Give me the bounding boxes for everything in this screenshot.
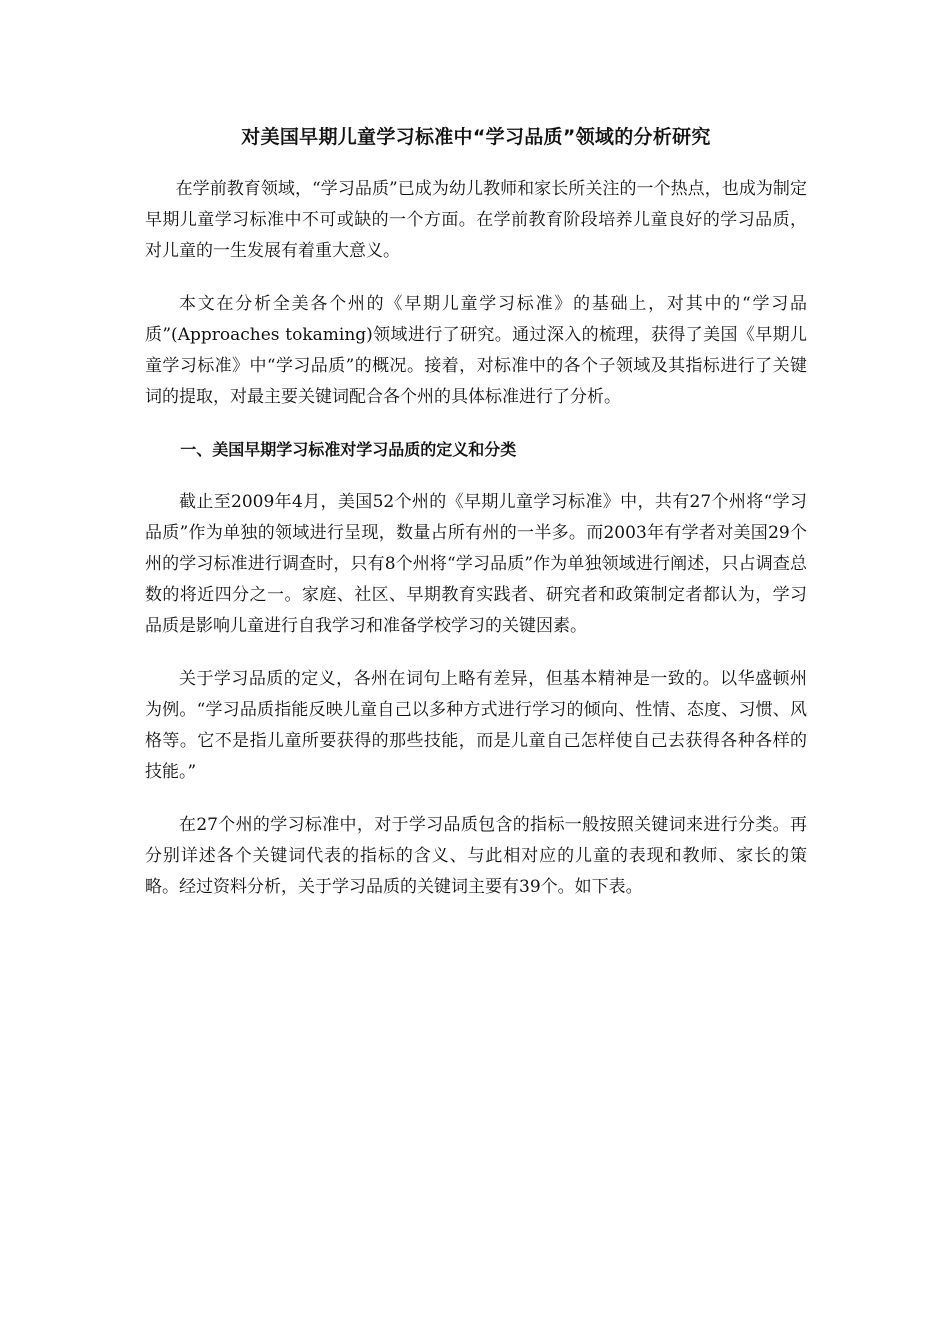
- document-body: [145, 122, 807, 903]
- section-heading: 一、美国早期学习标准对学习品质的定义和分类: [180, 440, 517, 459]
- section-paragraph: 关于学习品质的定义，各州在词句上略有差异，但基本精神是一致的。以华盛顿州为例。“学习品质指能反映儿童自己以多种方式进行学习的倾向、性情、态度、习惯、风格等。它不是指儿童所要获得的那些技能，而是儿童自己怎样使自己去获得各种各样的技能。”: [145, 669, 807, 782]
- section-paragraph: 截止至2009年4月，美国52个州的《早期儿童学习标准》中，共有27个州将“学习品质”作为单独的领域进行呈现，数量占所有州的一半多。而2003年有学者对美国29个州的学习标准进行调查时，只有8个州将“学习品质”作为单独领域进行阐述，只占调查总数的将近四分之一。家庭、社区、早期教育实践者、研究者和政策制定者都认为，学习品质是影响儿童进行自我学习和准备学校学习的关键因素。: [145, 492, 807, 636]
- document-title: 对美国早期儿童学习标准中“学习品质”领域的分析研究: [241, 126, 711, 148]
- section-paragraph: 在27个州的学习标准中，对于学习品质包含的指标一般按照关键词来进行分类。再分别详述各个关键词代表的指标的含义、与此相对应的儿童的表现和教师、家长的策略。经过资料分析，关于学习品质的关键词主要有39个。如下表。: [145, 815, 807, 897]
- abstract-paragraph: 本文在分析全美各个州的《早期儿童学习标准》的基础上，对其中的“学习品质”(Approaches tokaming)领域进行了研究。通过深入的梳理，获得了美国《早期儿童学习标准》中“学习品质”的概况。接着，对标准中的各个子领域及其指标进行了关键词的提取，对最主要关键词配合各个州的具体标准进行了分析。: [145, 294, 807, 407]
- intro-paragraph: 在学前教育领域，“学习品质”已成为幼儿教师和家长所关注的一个热点，也成为制定早期儿童学习标准中不可或缺的一个方面。在学前教育阶段培养儿童良好的学习品质，对儿童的一生发展有着重大意义。: [145, 179, 807, 261]
